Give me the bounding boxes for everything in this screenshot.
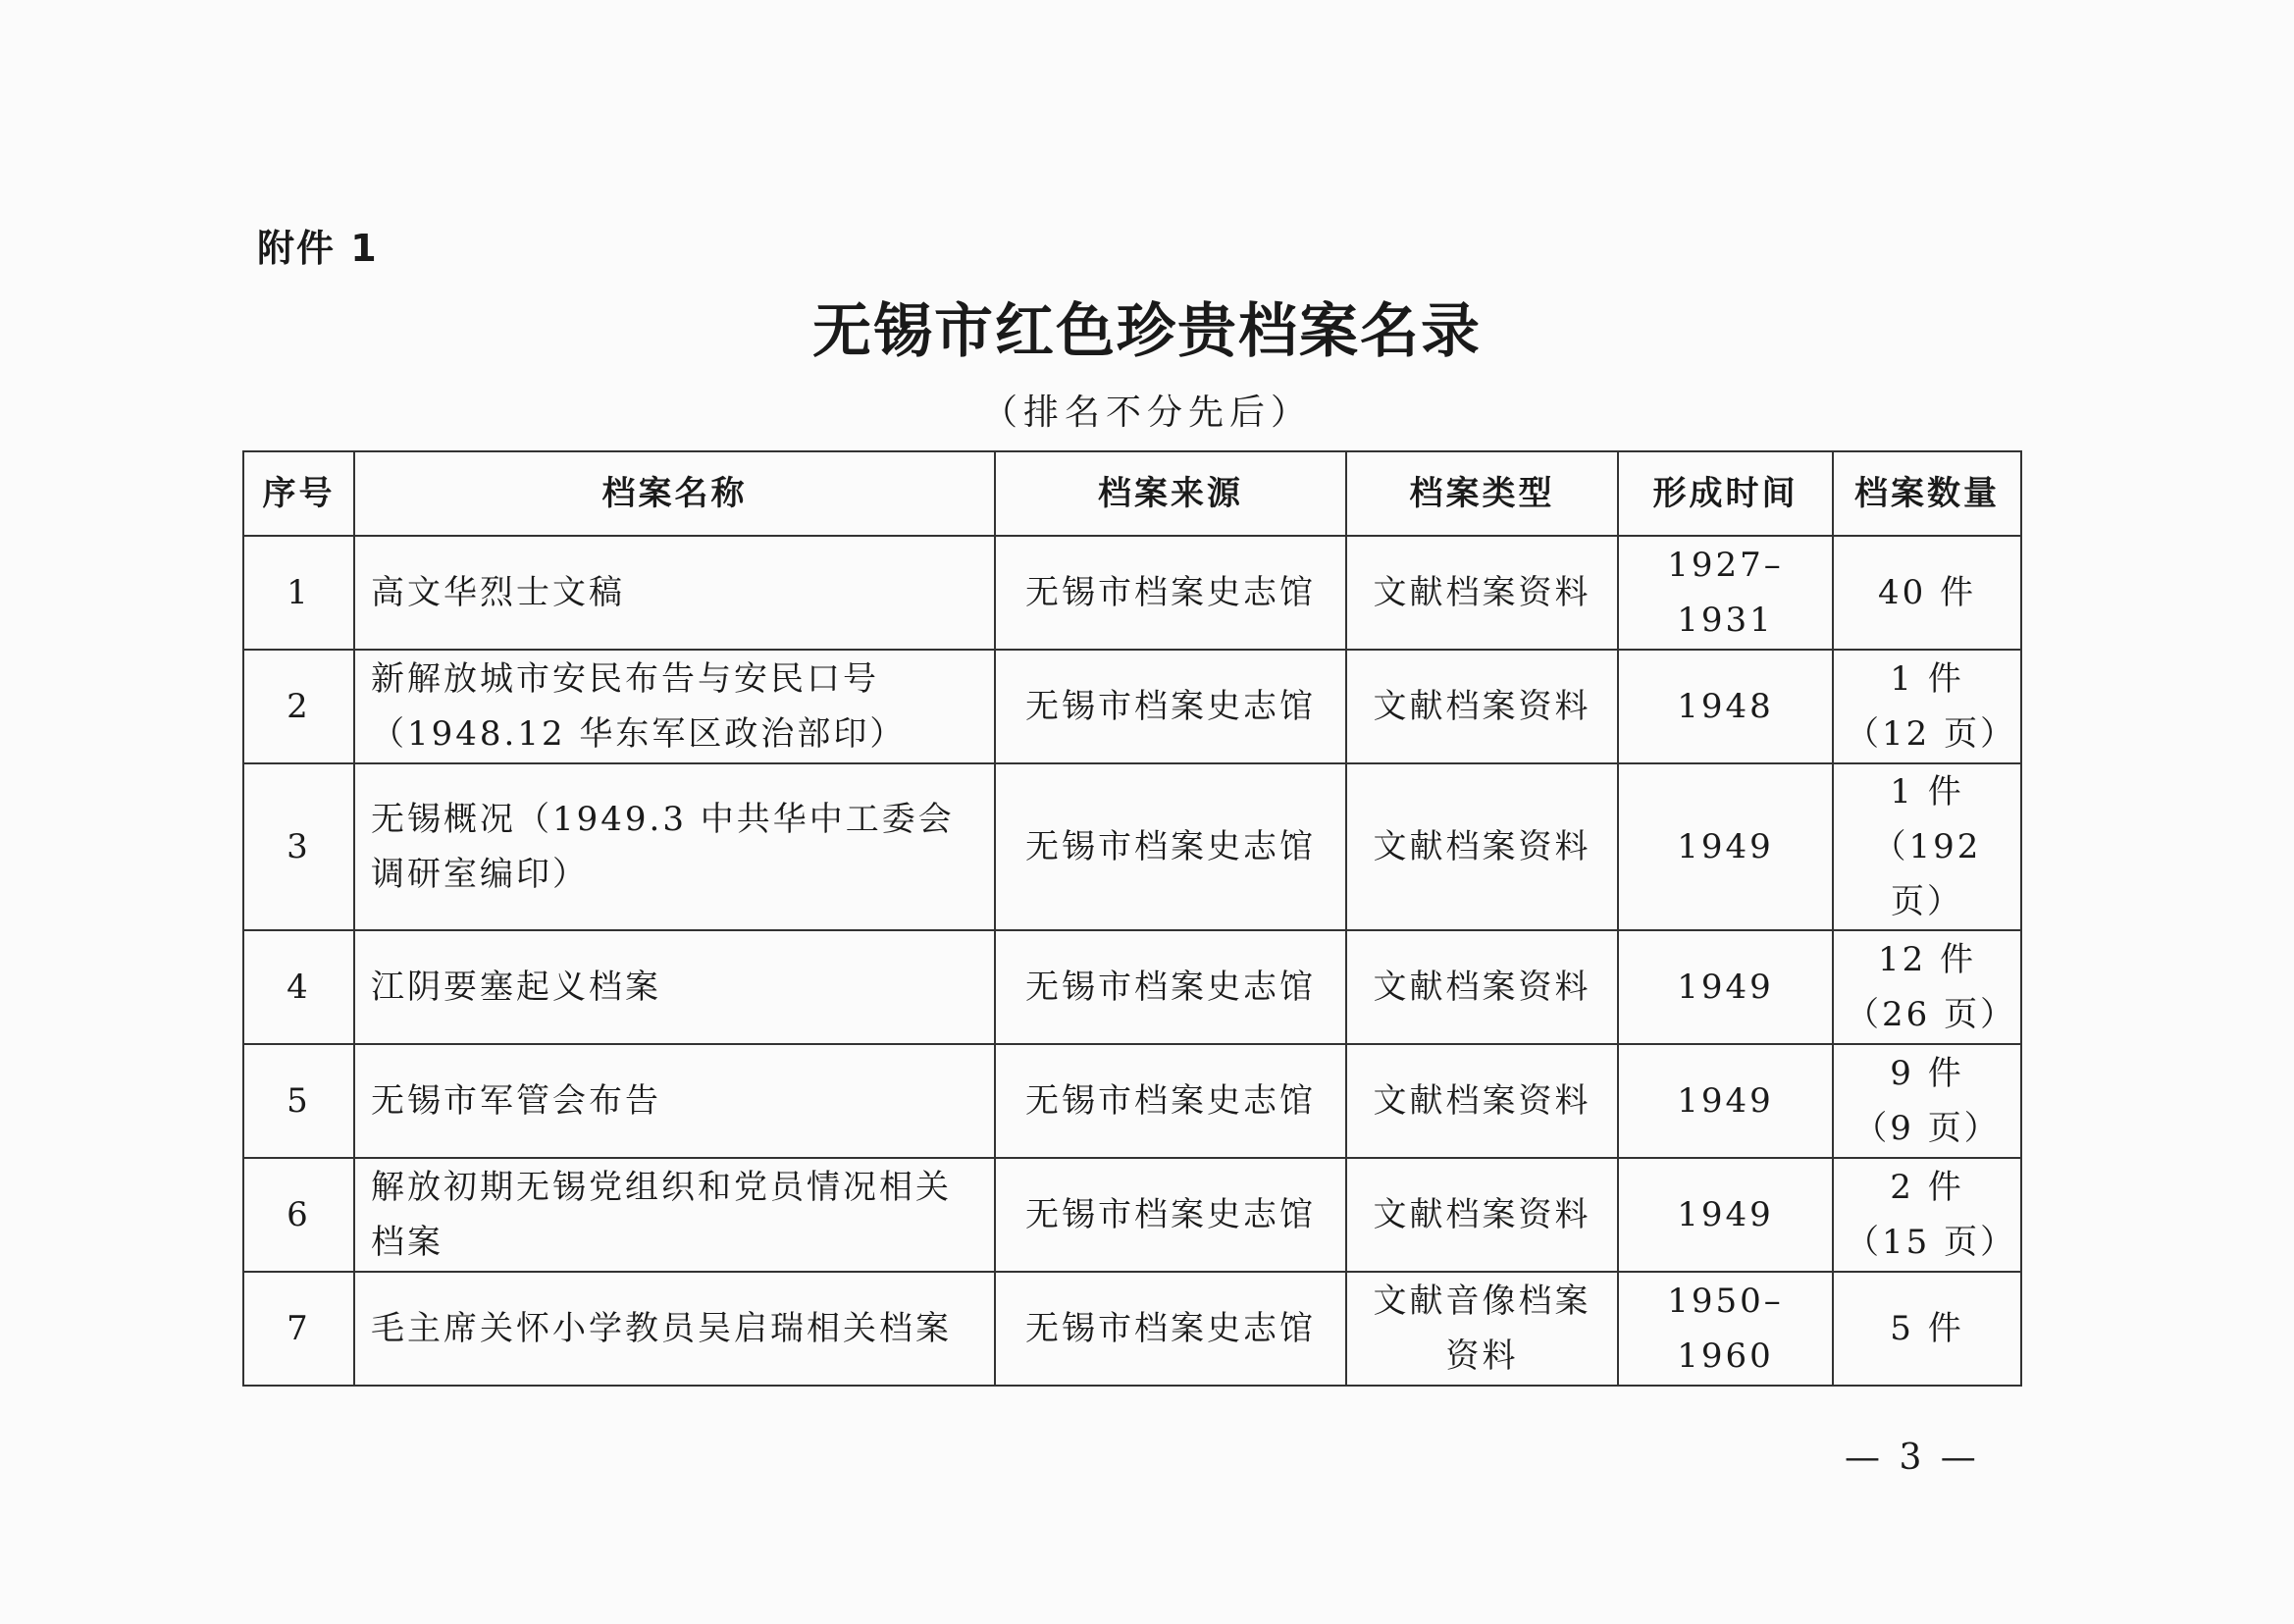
cell-name: 新解放城市安民布告与安民口号（1948.12 华东军区政治部印） — [354, 650, 995, 763]
cell-no: 2 — [243, 650, 354, 763]
cell-no: 5 — [243, 1044, 354, 1158]
cell-time: 1927–1931 — [1618, 536, 1833, 650]
cell-type: 文献档案资料 — [1346, 1044, 1618, 1158]
attachment-label: 附件 1 — [257, 227, 379, 270]
cell-quantity — [1833, 1158, 2021, 1272]
table-row — [243, 1044, 2021, 1158]
quantity-pages: （12 页） — [1846, 714, 2017, 754]
quantity-pages: （26 页） — [1846, 995, 2017, 1034]
cell-name: 无锡概况（1949.3 中共华中工委会调研室编印） — [354, 763, 995, 930]
cell-type: 文献档案资料 — [1346, 536, 1618, 650]
cell-type: 文献档案资料 — [1346, 930, 1618, 1044]
cell-source: 无锡市档案史志馆 — [995, 650, 1346, 763]
cell-source: 无锡市档案史志馆 — [995, 763, 1346, 930]
cell-quantity — [1833, 650, 2021, 763]
cell-no: 7 — [243, 1272, 354, 1386]
cell-type: 文献档案资料 — [1346, 1158, 1618, 1272]
cell-time: 1949 — [1618, 1044, 1833, 1158]
table-header-row — [243, 451, 2021, 536]
cell-no: 4 — [243, 930, 354, 1044]
header-no: 序号 — [243, 451, 354, 536]
table-row — [243, 1272, 2021, 1386]
table-row — [243, 930, 2021, 1044]
cell-quantity — [1833, 1044, 2021, 1158]
cell-time: 1949 — [1618, 763, 1833, 930]
document-title: 无锡市红色珍贵档案名录 — [812, 297, 1482, 366]
cell-source: 无锡市档案史志馆 — [995, 1158, 1346, 1272]
quantity-pages: （192 页） — [1872, 827, 1982, 921]
table-row — [243, 763, 2021, 930]
quantity-count: 9 件 — [1890, 1054, 1964, 1093]
cell-quantity — [1833, 930, 2021, 1044]
cell-time: 1948 — [1618, 650, 1833, 763]
cell-time: 1949 — [1618, 930, 1833, 1044]
cell-source: 无锡市档案史志馆 — [995, 1272, 1346, 1386]
quantity-pages: （15 页） — [1846, 1223, 2017, 1262]
quantity-count: 5 件 — [1890, 1309, 1964, 1348]
table-row — [243, 1158, 2021, 1272]
cell-type: 文献档案资料 — [1346, 763, 1618, 930]
cell-type: 文献档案资料 — [1346, 650, 1618, 763]
cell-quantity — [1833, 536, 2021, 650]
quantity-count: 12 件 — [1877, 940, 1977, 979]
header-type: 档案类型 — [1346, 451, 1618, 536]
header-source: 档案来源 — [995, 451, 1346, 536]
cell-quantity — [1833, 1272, 2021, 1386]
cell-no: 1 — [243, 536, 354, 650]
quantity-count: 1 件 — [1890, 772, 1964, 812]
cell-name: 高文华烈士文稿 — [354, 536, 995, 650]
quantity-count: 2 件 — [1890, 1168, 1964, 1207]
header-quantity: 档案数量 — [1833, 451, 2021, 536]
cell-type: 文献音像档案资料 — [1346, 1272, 1618, 1386]
cell-name: 解放初期无锡党组织和党员情况相关档案 — [354, 1158, 995, 1272]
archive-records-table — [242, 450, 2022, 1387]
document-subtitle: （排名不分先后） — [981, 393, 1312, 433]
quantity-count: 40 件 — [1877, 573, 1977, 612]
page-number: — 3 — — [1845, 1438, 1980, 1478]
cell-source: 无锡市档案史志馆 — [995, 930, 1346, 1044]
cell-source: 无锡市档案史志馆 — [995, 1044, 1346, 1158]
quantity-pages: （9 页） — [1853, 1109, 2001, 1148]
cell-no: 3 — [243, 763, 354, 930]
cell-time: 1949 — [1618, 1158, 1833, 1272]
cell-name: 江阴要塞起义档案 — [354, 930, 995, 1044]
quantity-count: 1 件 — [1890, 659, 1964, 699]
cell-name: 无锡市军管会布告 — [354, 1044, 995, 1158]
cell-quantity — [1833, 763, 2021, 930]
header-name: 档案名称 — [354, 451, 995, 536]
cell-name: 毛主席关怀小学教员吴启瑞相关档案 — [354, 1272, 995, 1386]
cell-time: 1950–1960 — [1618, 1272, 1833, 1386]
cell-no: 6 — [243, 1158, 354, 1272]
table-row — [243, 650, 2021, 763]
table-row — [243, 536, 2021, 650]
header-time: 形成时间 — [1618, 451, 1833, 536]
cell-source: 无锡市档案史志馆 — [995, 536, 1346, 650]
